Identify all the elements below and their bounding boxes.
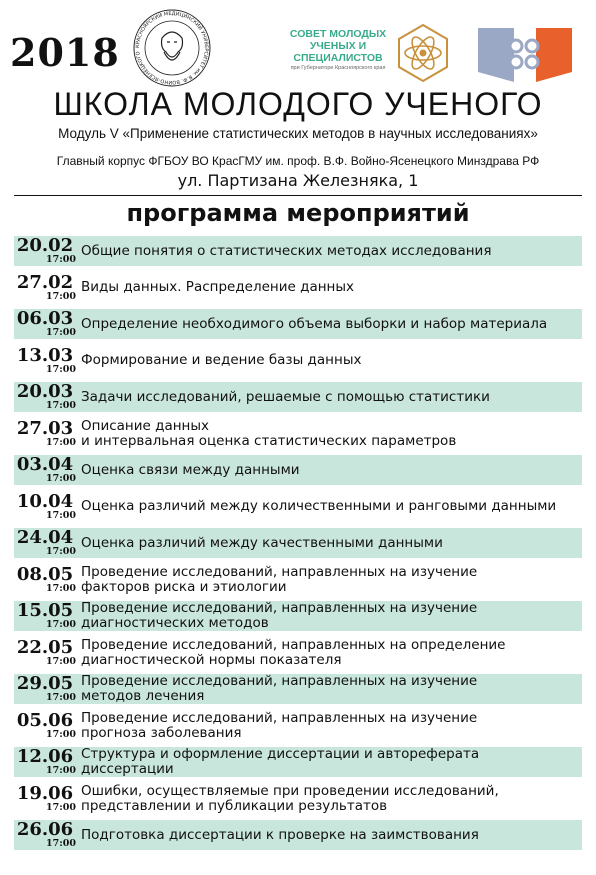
event-topic: Формирование и ведение базы данных bbox=[81, 352, 362, 368]
schedule-row bbox=[14, 711, 582, 741]
event-topic: Оценка различий между качественными данными bbox=[81, 534, 443, 551]
event-topic: Проведение исследований, направленных на определение диагностической нормы показателя bbox=[81, 636, 506, 668]
venue-address: Главный корпус ФГБОУ ВО КрасГМУ им. проф. В.Ф. Войно-Ясенецкого Минздрава РФ bbox=[56, 154, 540, 168]
program-heading: программа мероприятий bbox=[126, 199, 470, 227]
event-date: 22.05 bbox=[16, 636, 74, 658]
module-subtitle: Модуль V «Применение статистических методов в научных исследованиях» bbox=[58, 126, 538, 141]
event-date: 20.03 bbox=[16, 381, 74, 402]
event-time: 17:00 bbox=[46, 290, 76, 302]
schedule-row bbox=[14, 784, 582, 814]
event-topic: Ошибки, осуществляемые при проведении исследований, представлении и публикации результатов bbox=[81, 782, 499, 814]
event-time: 17:00 bbox=[46, 801, 76, 813]
schedule-row bbox=[14, 601, 582, 631]
schedule-row bbox=[14, 273, 582, 303]
council-logo bbox=[284, 28, 392, 72]
seal-text: КРАСНОЯРСКИЙ МЕДИЦИНСКИЙ УНИВЕРСИТЕТ им. В.Ф. ВОЙНО-ЯСЕНЕЦКОГО bbox=[134, 10, 210, 86]
street-address: ул. Партизана Железняка, 1 bbox=[177, 171, 419, 190]
event-time: 17:00 bbox=[46, 509, 76, 521]
schedule-row bbox=[14, 565, 582, 595]
event-topic: Подготовка диссертации к проверке на заимствования bbox=[81, 826, 479, 843]
event-time: 17:00 bbox=[46, 728, 76, 740]
schedule-row bbox=[14, 638, 582, 668]
event-date: 24.04 bbox=[16, 527, 74, 548]
event-date: 10.04 bbox=[16, 490, 74, 512]
event-time: 17:00 bbox=[46, 400, 76, 411]
year-label: 2018 bbox=[10, 30, 120, 75]
event-date: 15.05 bbox=[16, 600, 74, 621]
schedule-row bbox=[14, 492, 582, 522]
schedule-row bbox=[14, 346, 582, 376]
event-time: 17:00 bbox=[46, 692, 76, 703]
event-date: 26.06 bbox=[16, 819, 74, 840]
schedule-row bbox=[14, 820, 582, 850]
event-time: 17:00 bbox=[46, 436, 76, 448]
event-time: 17:00 bbox=[46, 838, 76, 849]
schedule-row bbox=[14, 309, 582, 339]
event-topic: Оценка различий между количественными и ранговыми данными bbox=[81, 498, 557, 514]
event-date: 29.05 bbox=[16, 673, 74, 694]
event-date: 27.02 bbox=[16, 271, 74, 293]
event-time: 17:00 bbox=[46, 655, 76, 667]
event-time: 17:00 bbox=[46, 254, 76, 265]
schedule-row bbox=[14, 236, 582, 266]
schedule-row bbox=[14, 747, 582, 777]
event-time: 17:00 bbox=[46, 619, 76, 630]
event-topic: Общие понятия о статистических методах исследования bbox=[81, 242, 492, 259]
event-topic: Описание данных и интервальная оценка статистических параметров bbox=[81, 417, 457, 449]
schedule-row bbox=[14, 455, 582, 485]
event-topic: Определение необходимого объема выборки и набор материала bbox=[81, 315, 548, 332]
schedule-row bbox=[14, 419, 582, 449]
event-topic: Структура и оформление диссертации и автореферата диссертации bbox=[81, 746, 480, 777]
event-date: 19.06 bbox=[16, 782, 74, 804]
event-topic: Проведение исследований, направленных на изучение факторов риска и этиологии bbox=[81, 563, 478, 595]
event-date: 12.06 bbox=[16, 746, 74, 767]
event-topic: Задачи исследований, решаемые с помощью статистики bbox=[81, 388, 490, 405]
atom-icon bbox=[392, 22, 454, 84]
event-topic: Проведение исследований, направленных на изучение методов лечения bbox=[81, 673, 478, 704]
event-time: 17:00 bbox=[46, 363, 76, 375]
event-time: 17:00 bbox=[46, 765, 76, 776]
event-date: 05.06 bbox=[16, 709, 74, 731]
event-date: 08.05 bbox=[16, 563, 74, 585]
event-time: 17:00 bbox=[46, 582, 76, 594]
event-date: 20.02 bbox=[16, 235, 74, 256]
event-date: 06.03 bbox=[16, 308, 74, 329]
schedule-row bbox=[14, 528, 582, 558]
schedule-row bbox=[14, 382, 582, 412]
council-name: СОВЕТ МОЛОДЫХ УЧЕНЫХ И СПЕЦИАЛИСТОВ bbox=[289, 28, 387, 64]
event-topic: Оценка связи между данными bbox=[81, 461, 300, 478]
event-time: 17:00 bbox=[46, 327, 76, 338]
event-topic: Виды данных. Распределение данных bbox=[81, 279, 355, 295]
schedule-row bbox=[14, 674, 582, 704]
event-time: 17:00 bbox=[46, 473, 76, 484]
council-subtitle: при Губернаторе Красноярского края bbox=[290, 65, 386, 71]
schedule-list bbox=[14, 236, 582, 857]
divider bbox=[14, 195, 582, 196]
university-seal-logo bbox=[132, 8, 212, 88]
page-title: ШКОЛА МОЛОДОГО УЧЕНОГО bbox=[53, 86, 543, 122]
event-date: 03.04 bbox=[16, 454, 74, 475]
event-time: 17:00 bbox=[46, 546, 76, 557]
event-date: 27.03 bbox=[16, 417, 74, 439]
event-topic: Проведение исследований, направленных на изучение прогноза заболевания bbox=[81, 709, 478, 741]
event-topic: Проведение исследований, направленных на изучение диагностических методов bbox=[81, 600, 478, 631]
event-date: 13.03 bbox=[16, 344, 74, 366]
flag-emblem-logo bbox=[476, 24, 574, 84]
